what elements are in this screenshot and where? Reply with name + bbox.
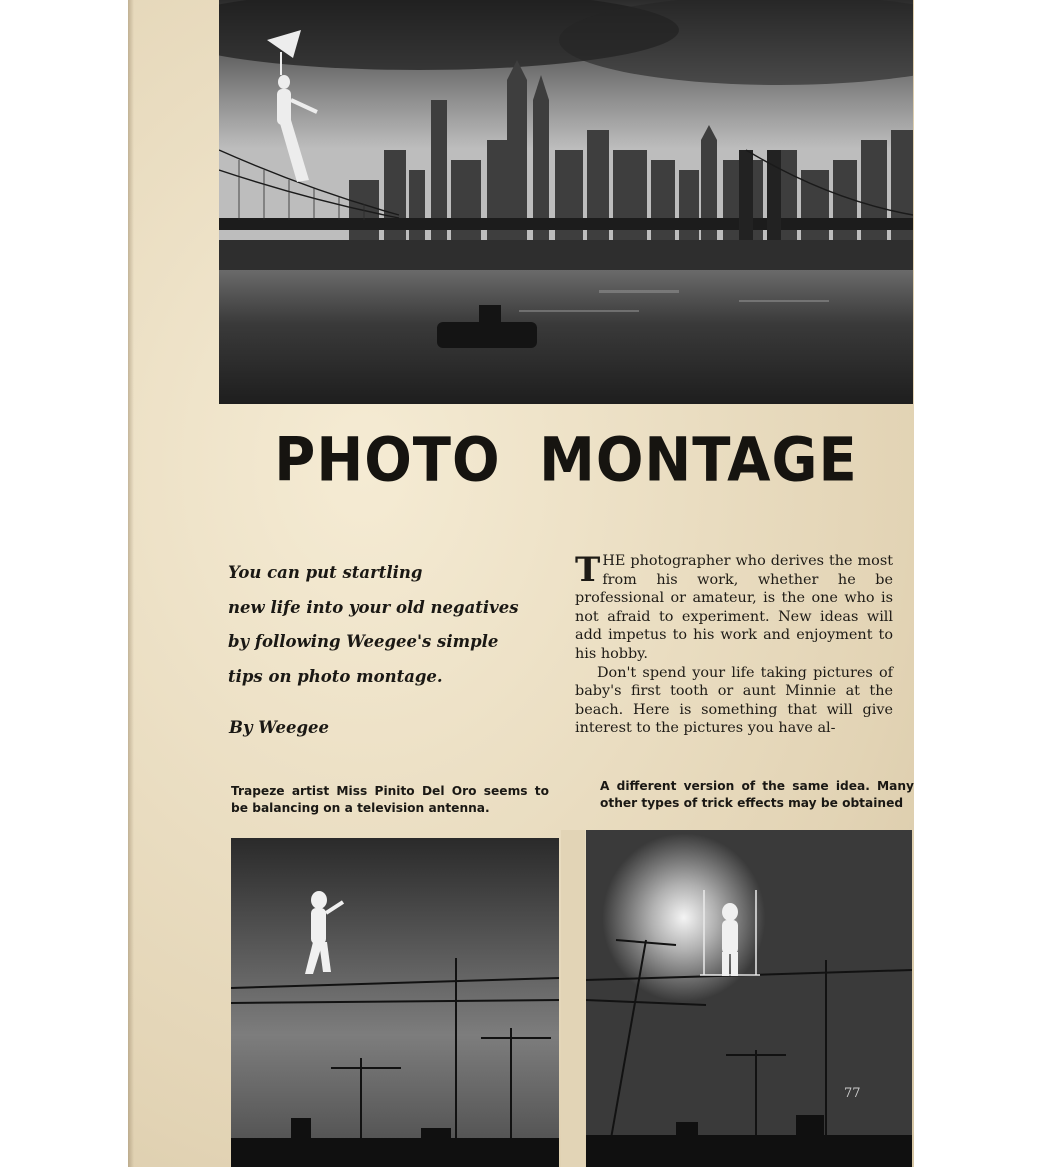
intro-line: new life into your old negatives (228, 597, 519, 617)
drop-cap: T (575, 550, 601, 590)
intro-line: tips on photo montage. (228, 666, 443, 686)
trapeze-antenna-photo (586, 830, 912, 1167)
photo-divider (561, 830, 585, 1167)
body-paragraph-2: Don't spend your life taking pictures of baby's first tooth or aunt Minnie at the beach. Here is something that will give interest to the pictures you have al- (575, 664, 893, 737)
body-paragraph-1-text: HE photographer who derives the most from his work, whether he be professional or amateur, is the one who is not afraid to experiment. New ideas will add impetus to his work and enjoyment to his hobby. (575, 553, 893, 662)
article-body (575, 552, 893, 738)
skyline-montage-photo (219, 0, 913, 404)
intro-line: You can put startling (228, 563, 423, 582)
article-intro (228, 556, 558, 694)
magazine-page (128, 0, 914, 1167)
page-gutter-shadow (128, 0, 134, 1167)
byline: By Weegee (229, 718, 329, 737)
caption-right: A different version of the same idea. Many other types of trick effects may be obtained (600, 779, 914, 810)
page-number: 77 (844, 1086, 861, 1101)
body-paragraph-1 (575, 552, 893, 664)
antenna-balancing-photo (231, 838, 559, 1167)
intro-line: by following Weegee's simple (228, 632, 499, 651)
article-headline: PHOTO MONTAGE (274, 425, 858, 496)
caption-left: Trapeze artist Miss Pinito Del Oro seems to be balancing on a television antenna. (231, 784, 549, 815)
